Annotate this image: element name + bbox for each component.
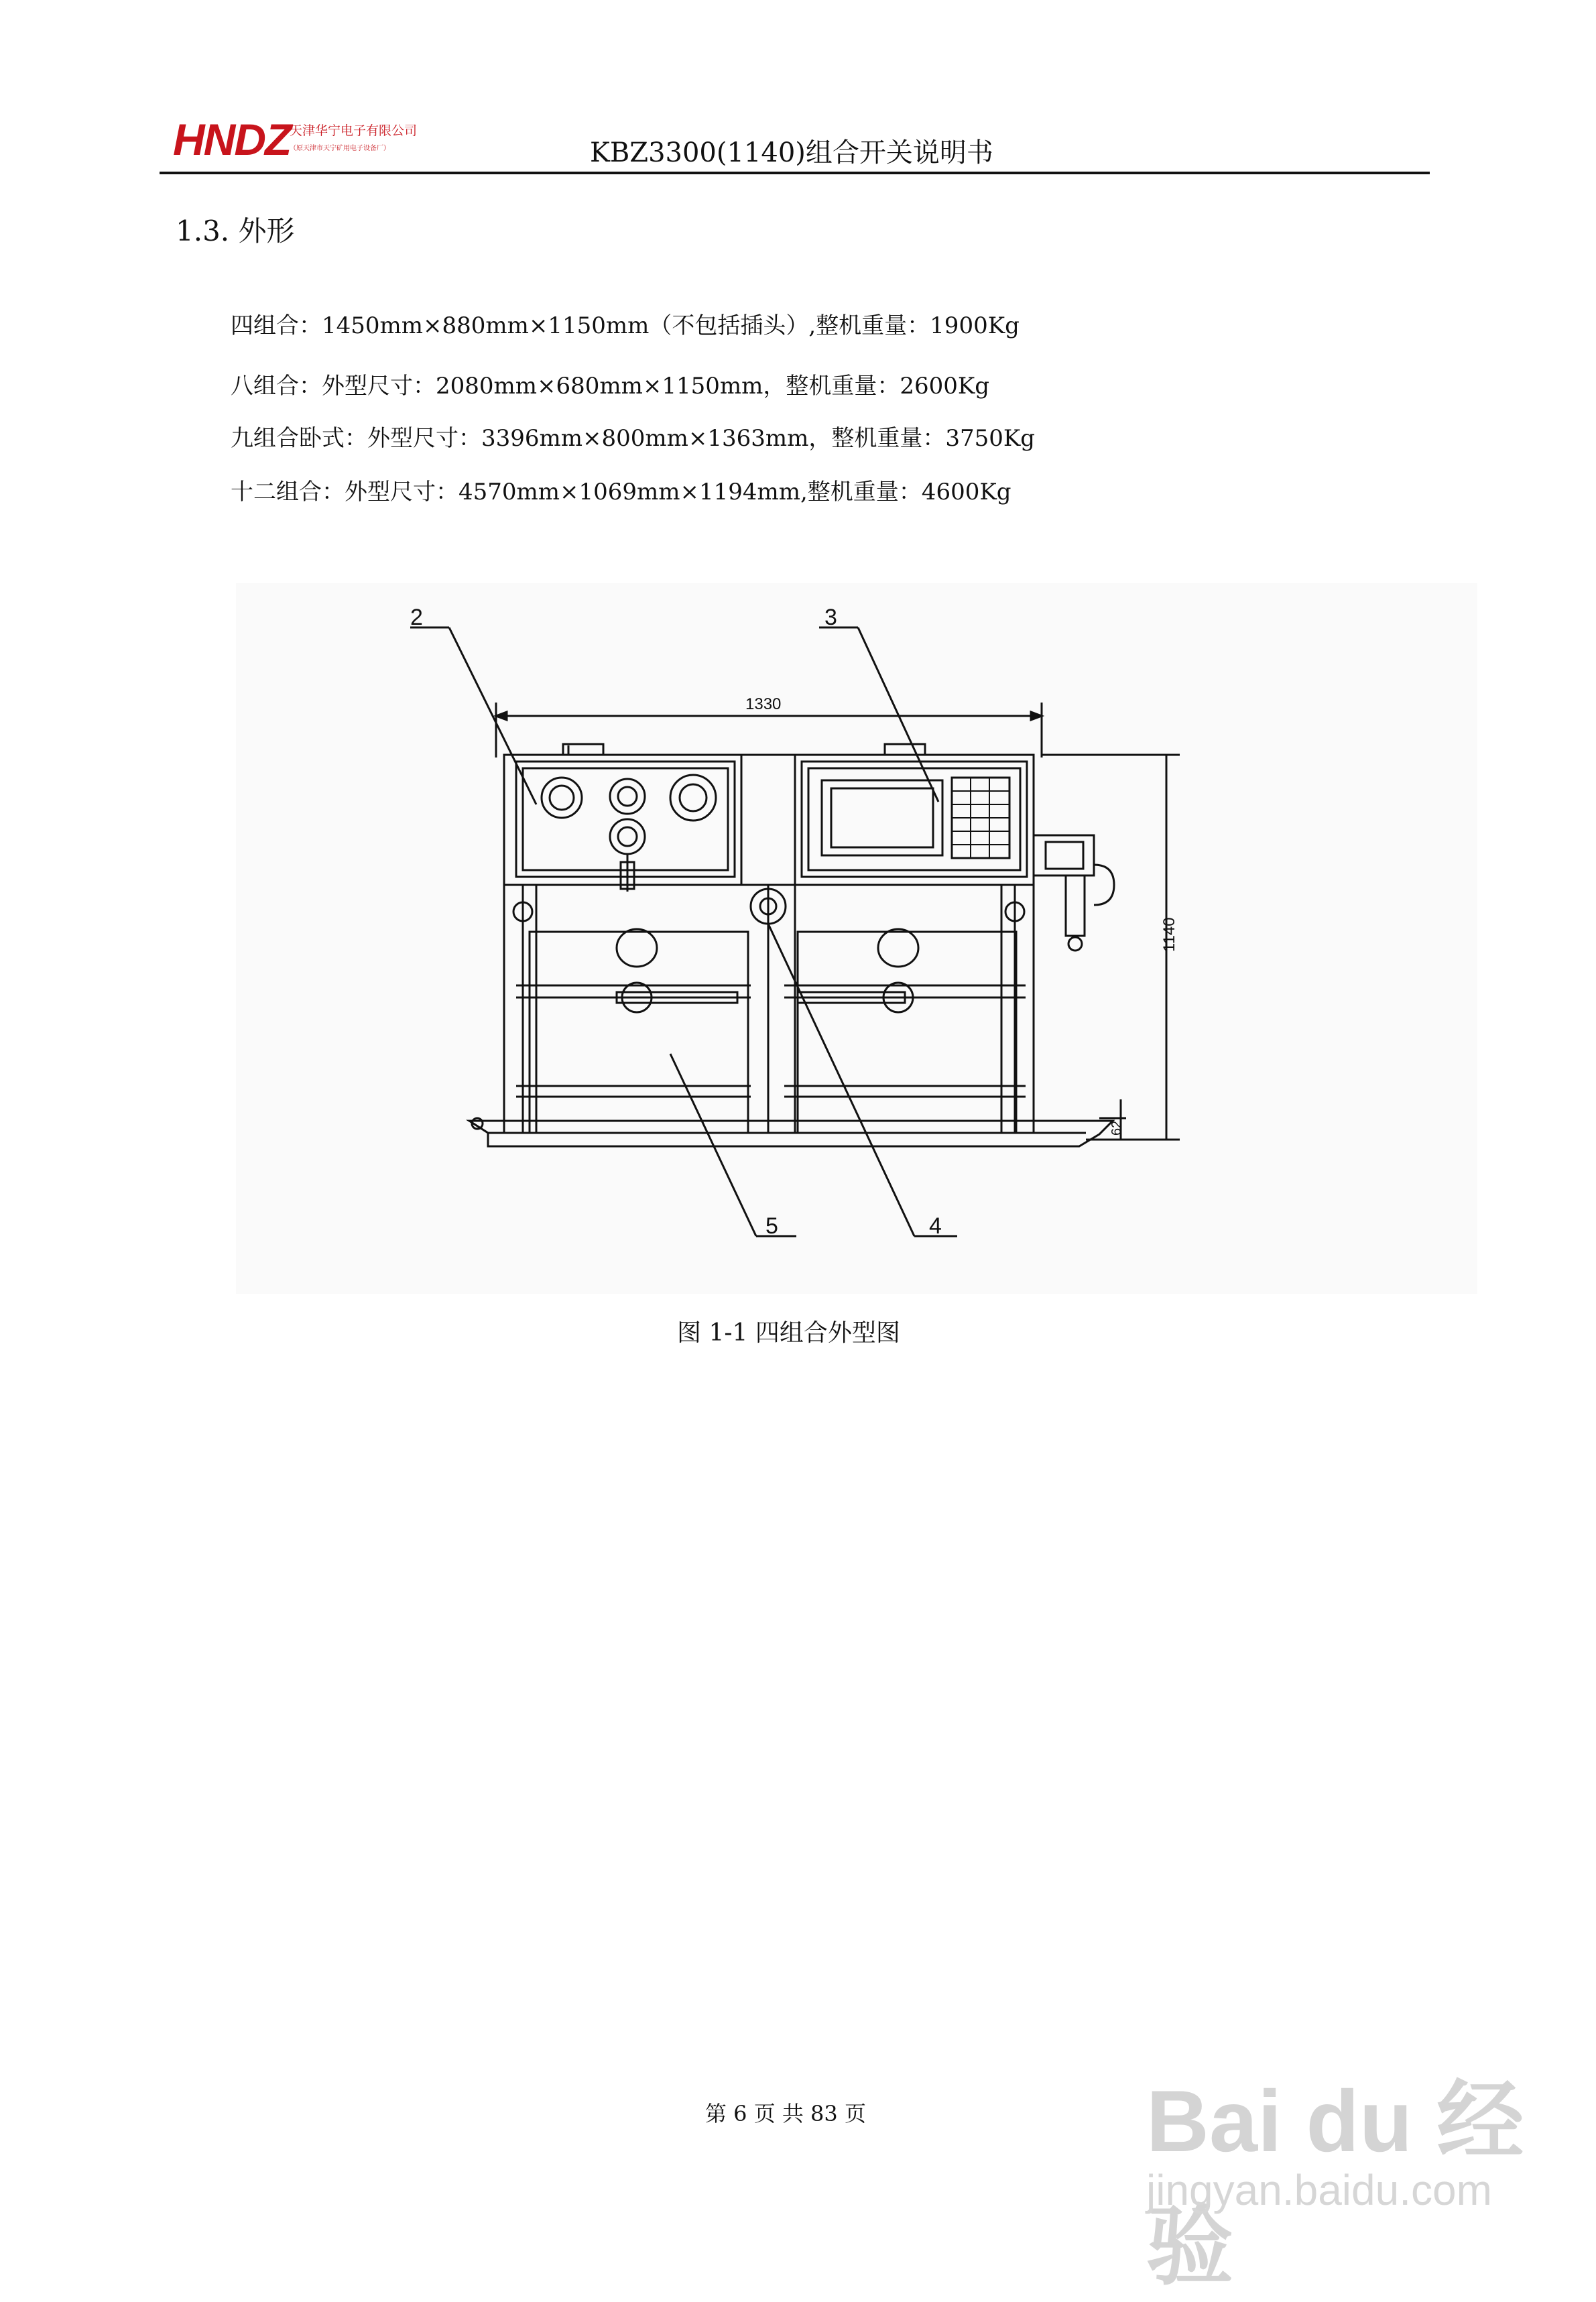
dimension-height: 1140 bbox=[1160, 917, 1178, 952]
document-title: KBZ3300(1140)组合开关说明书 bbox=[590, 137, 993, 168]
baidu-watermark bbox=[1099, 2024, 1542, 2295]
page-number: 第 6 页 共 83 页 bbox=[705, 2101, 866, 2126]
company-former-name: （原天津市天宁矿用电子设备厂） bbox=[290, 145, 390, 152]
technical-drawing bbox=[236, 583, 1477, 1294]
callout-label: 2 bbox=[410, 605, 423, 630]
callout-label: 4 bbox=[929, 1213, 942, 1239]
figure-caption: 图 1-1 四组合外型图 bbox=[677, 1319, 900, 1347]
dimension-base: 62 bbox=[1109, 1120, 1124, 1136]
watermark-url: jingyan.baidu.com bbox=[1146, 2166, 1492, 2214]
spec-line: 四组合：1450mm×880mm×1150mm（不包括插头）,整机重量：1900Kg bbox=[231, 312, 1020, 339]
dimension-width: 1330 bbox=[745, 695, 782, 713]
spec-line: 九组合卧式：外型尺寸：3396mm×800mm×1363mm，整机重量：3750Kg bbox=[231, 425, 1036, 452]
watermark-brand: Bai du 经验 bbox=[1146, 2072, 1524, 2295]
header-divider bbox=[160, 172, 1430, 174]
spec-line: 十二组合：外型尺寸：4570mm×1069mm×1194mm,整机重量：4600Kg bbox=[231, 479, 1011, 505]
company-name: 天津华宁电子有限公司 bbox=[290, 123, 418, 138]
company-logo: HNDZ bbox=[173, 115, 291, 164]
callout-label: 3 bbox=[824, 605, 837, 630]
section-heading: 1.3. 外形 bbox=[176, 215, 295, 247]
spec-line: 八组合：外型尺寸：2080mm×680mm×1150mm，整机重量：2600Kg bbox=[231, 373, 990, 400]
callout-label: 5 bbox=[765, 1213, 778, 1239]
